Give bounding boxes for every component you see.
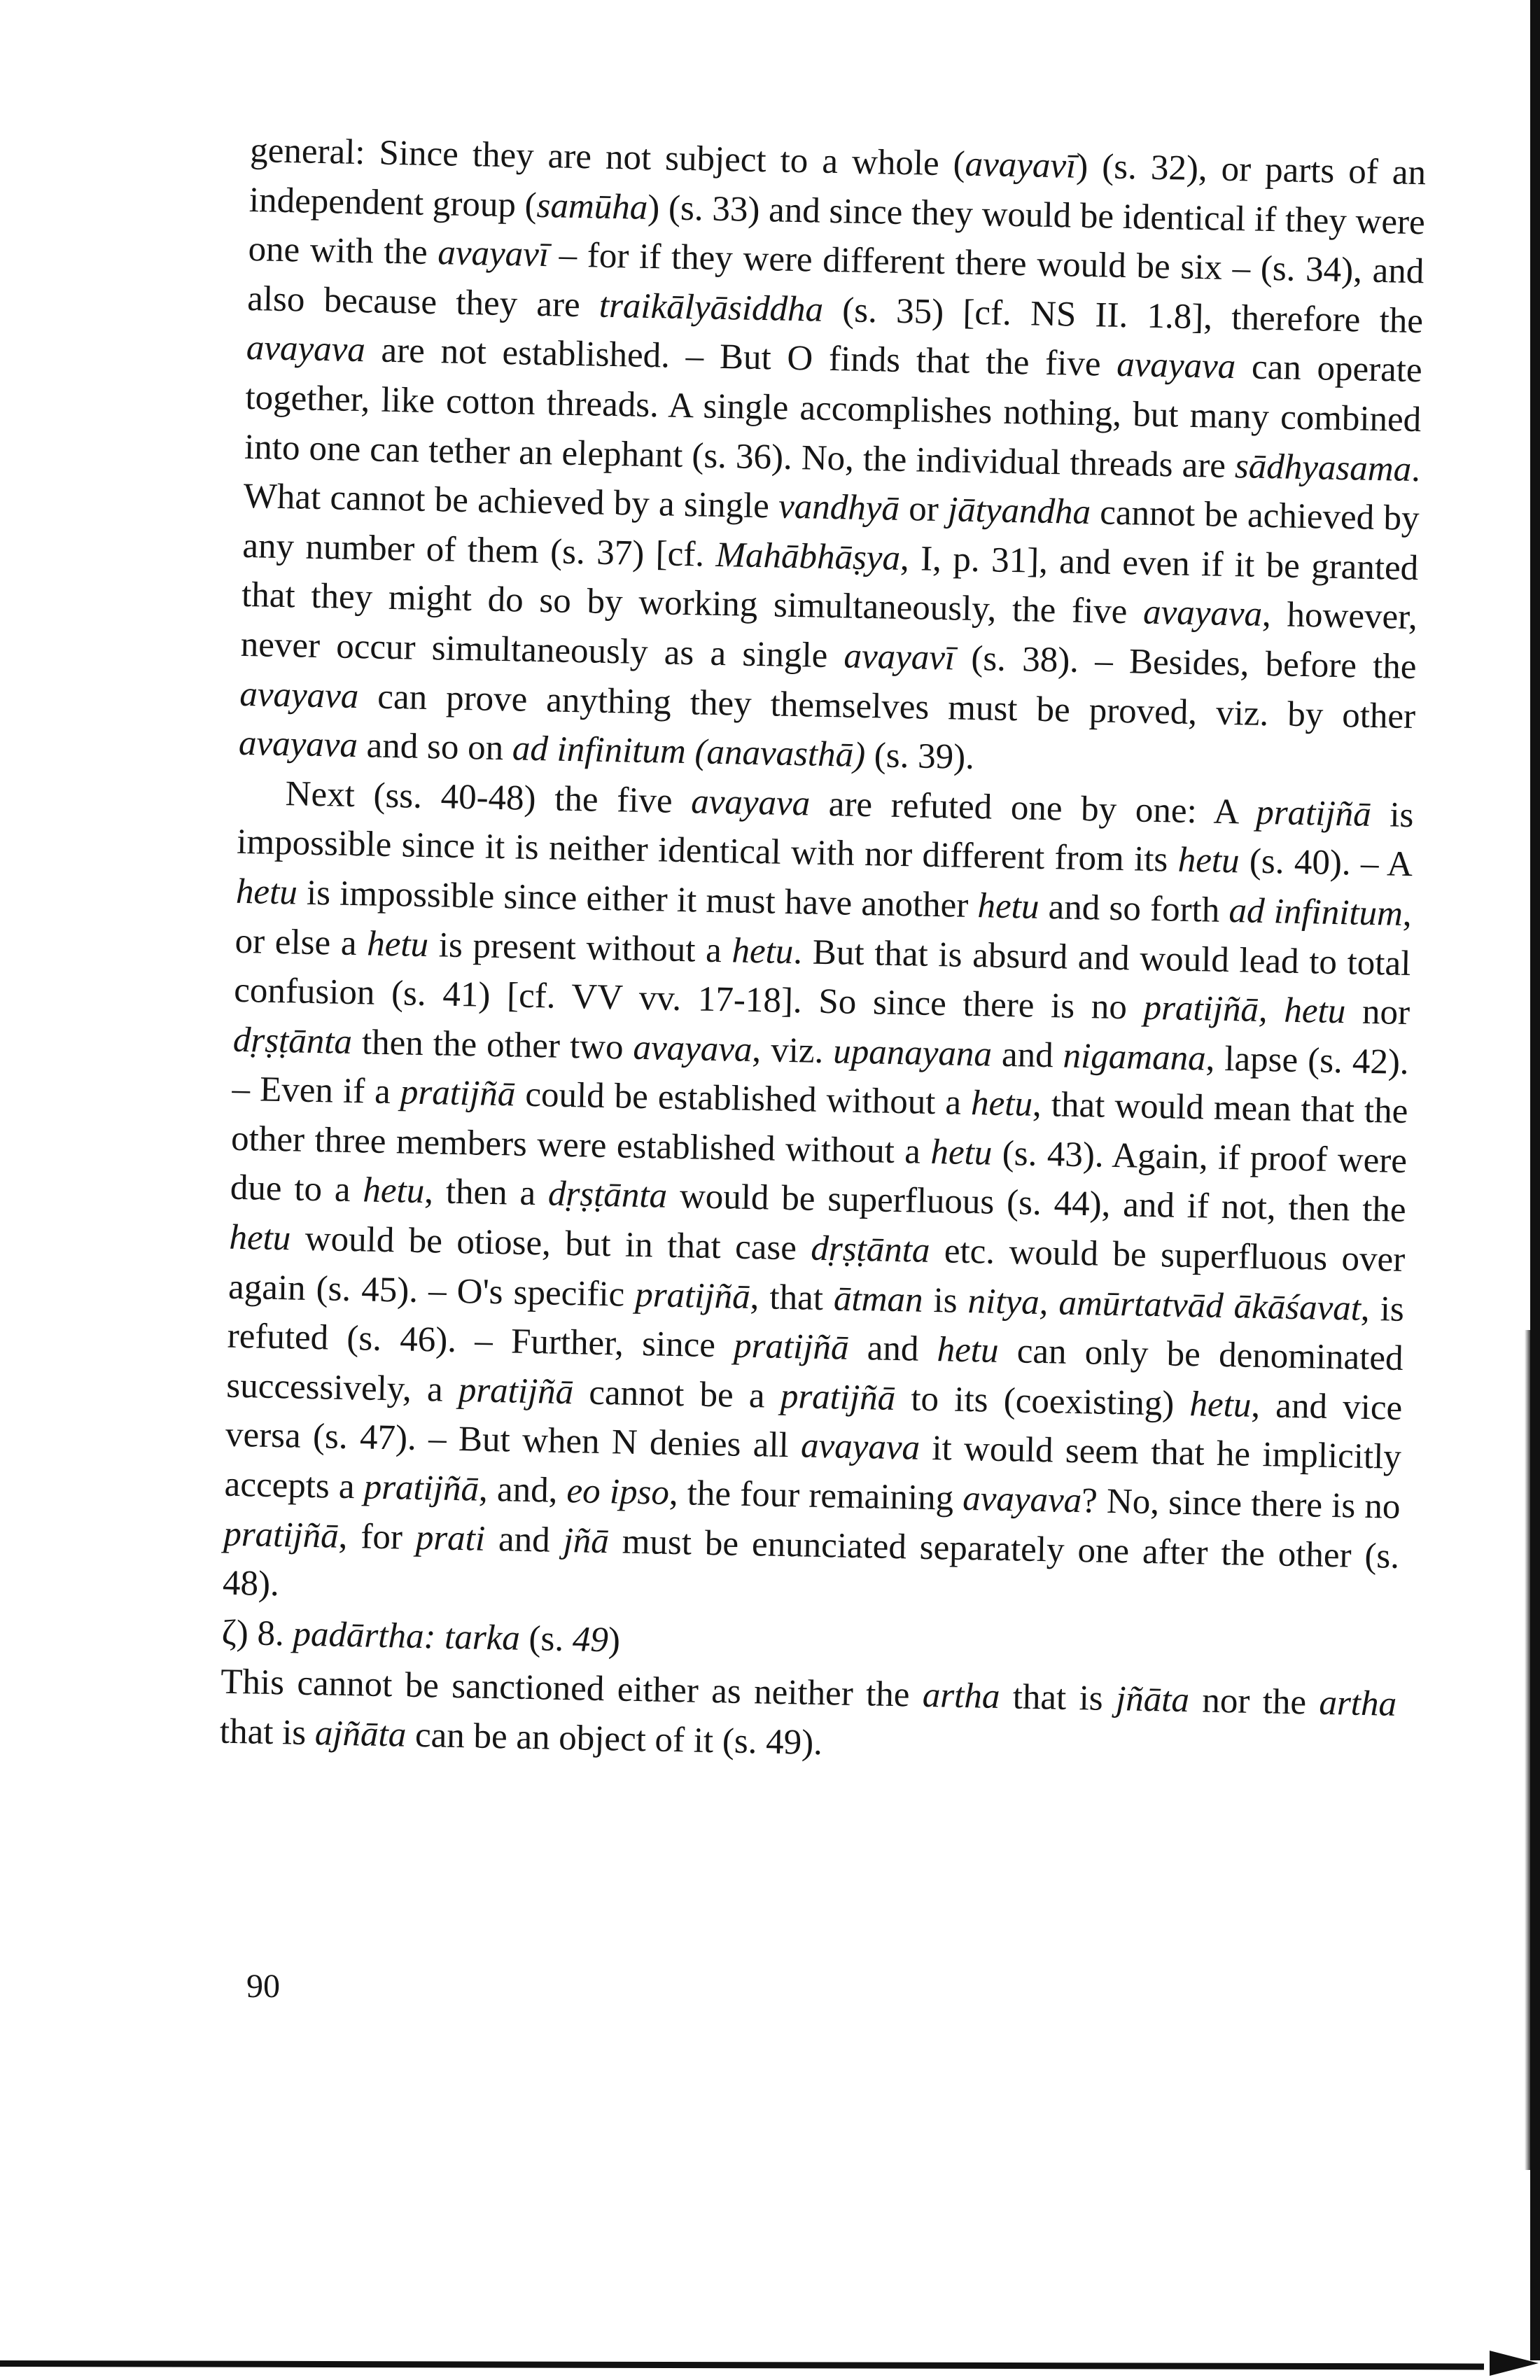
- text-run: , viz.: [751, 1030, 834, 1071]
- text-run: can be an object of it (s. 49).: [405, 1715, 823, 1763]
- text-run: it would seem that he implicitly accepts a: [224, 1429, 1402, 1507]
- text-run: and: [991, 1035, 1064, 1076]
- term: avayavī: [844, 636, 955, 678]
- text-run: , and,: [478, 1469, 568, 1511]
- text-run: and so forth: [1038, 887, 1230, 930]
- term: avayava: [246, 328, 366, 370]
- scan-edge: [1530, 0, 1540, 2380]
- term: ad infinitum (anavasthā): [512, 729, 866, 776]
- scan-shadow: [1525, 1330, 1530, 2170]
- term: hetu: [937, 1330, 1000, 1371]
- text-run: is impossible since it is neither identical with nor different from its: [236, 794, 1414, 880]
- text-run: , is refuted (s. 46). – Further, since: [227, 1289, 1405, 1366]
- text-run: and: [848, 1328, 938, 1370]
- text-run: would be otiose, but in that case: [290, 1219, 811, 1268]
- text-run: (s.: [519, 1618, 573, 1660]
- text-run: are refuted one by one: A: [809, 784, 1256, 832]
- term: avayavī: [965, 144, 1077, 186]
- term: vandhyā: [778, 486, 900, 529]
- term: avayava: [962, 1478, 1082, 1521]
- text-run: , and vice versa (s. 47). – But when N denies all: [225, 1385, 1403, 1466]
- text-run: that is: [219, 1712, 316, 1754]
- text-run: or: [899, 489, 948, 530]
- term: avayava: [239, 674, 359, 716]
- text-run: can operate together, like cotton threads. A single accomplishes nothing, but many combined into one can tether an elephant (s. 36). No, the individual threads are: [244, 347, 1423, 486]
- text-run: . What cannot be achieved by a single: [243, 449, 1421, 526]
- term: nigamana: [1063, 1036, 1207, 1079]
- term: Mahābhāṣya: [715, 535, 901, 578]
- term: avayava: [238, 723, 358, 766]
- text-run: ? No, since there is no: [1081, 1481, 1401, 1527]
- text-run: is impossible since either it must have another: [297, 873, 979, 926]
- term: hetu: [1177, 840, 1240, 881]
- term: avayava: [1116, 345, 1236, 387]
- scan-corner-mark: [1490, 2351, 1539, 2376]
- term: hetu: [235, 872, 298, 913]
- text-run: can prove anything they themselves must be proved, viz. by other: [358, 676, 1416, 736]
- text-run: nor: [1345, 992, 1410, 1033]
- text-run: , however, never occur simultaneously as a single: [240, 595, 1418, 676]
- term: eo ipso: [566, 1471, 670, 1513]
- text-run: ) (s. 32), or parts of an independent group (: [248, 146, 1427, 225]
- term: pratijñā, hetu: [1143, 988, 1346, 1032]
- term: pratijñā: [634, 1275, 751, 1317]
- term: artha: [1318, 1684, 1397, 1725]
- text-run: general: Since they are not subject to a whole (: [249, 130, 966, 184]
- text-run: that is: [999, 1677, 1116, 1719]
- text-run: nor the: [1189, 1681, 1320, 1723]
- term: pratijñā: [1255, 792, 1372, 834]
- text-run: is: [922, 1280, 969, 1321]
- text-run: could be established without a: [514, 1074, 972, 1124]
- term: nitya, amūrtatvād ākāśavat: [967, 1281, 1362, 1329]
- text-run: , that: [750, 1277, 834, 1318]
- term: dṛṣṭānta: [232, 1020, 353, 1062]
- term: pratijñā: [223, 1514, 340, 1556]
- text-run: , for: [338, 1516, 416, 1558]
- term: dṛṣṭānta: [810, 1228, 930, 1270]
- text-run: cannot be achieved by any number of them (s. 37) [cf.: [241, 493, 1420, 575]
- text-run: must be enunciated separately one after the other (s. 48).: [222, 1521, 1400, 1604]
- text-run: , the four remaining: [668, 1473, 963, 1518]
- term: hetu: [930, 1132, 993, 1173]
- text-run: – for if they were different there would be six – (s. 34), and also because they are: [246, 235, 1424, 326]
- term: hetu: [366, 923, 429, 965]
- term: ajñāta: [314, 1714, 407, 1755]
- paragraph-2: [222, 769, 1414, 1631]
- term: hetu: [1189, 1384, 1252, 1425]
- text-run: (s. 40). – A: [1239, 841, 1413, 885]
- term: dṛṣṭānta: [547, 1174, 668, 1217]
- term: pratijñā: [780, 1376, 896, 1418]
- text-run: etc. would be superfluous over again (s. 45). – O's specific: [227, 1231, 1406, 1315]
- term: pratijñā: [363, 1467, 479, 1509]
- text-run: are not established. – But O finds that the five: [365, 330, 1117, 385]
- text-run: cannot be a: [573, 1373, 781, 1416]
- text-run: (s. 38). – Besides, before the: [954, 638, 1418, 687]
- term: avayava: [1142, 592, 1263, 635]
- term: traikālyāsiddha: [598, 286, 824, 330]
- body-text: [219, 126, 1426, 1779]
- term: sādhyasama: [1234, 446, 1412, 489]
- section-symbol: ζ): [221, 1613, 249, 1653]
- term: samūha: [536, 186, 648, 227]
- text-run: and: [484, 1519, 564, 1560]
- text-run: Next (ss. 40-48) the five: [285, 774, 692, 821]
- term: jātyandha: [947, 490, 1091, 533]
- term: jñāta: [1115, 1679, 1190, 1721]
- text-run: (s. 35) [cf. NS II. 1.8], therefore the: [822, 290, 1424, 341]
- text-run: is present without a: [428, 925, 733, 970]
- term: pratijñā: [733, 1326, 850, 1368]
- term: prati: [415, 1518, 486, 1559]
- text-run: can only be denominated successively, a: [225, 1331, 1404, 1410]
- term: avayava: [690, 781, 811, 824]
- term: avayavī: [437, 233, 550, 275]
- term: jñā: [563, 1520, 610, 1561]
- text-run: to its (coexisting): [895, 1378, 1191, 1424]
- text-run: This cannot be sanctioned either as neither the: [220, 1662, 923, 1716]
- term: avayava: [800, 1426, 920, 1469]
- text-run: , or else a: [234, 894, 1413, 963]
- term: pratijñā: [458, 1370, 574, 1413]
- text-run: (s. 39).: [864, 736, 975, 778]
- text-run: ): [608, 1620, 621, 1660]
- term: ātman: [833, 1278, 924, 1320]
- term: 49: [572, 1620, 609, 1660]
- term: hetu: [228, 1217, 291, 1259]
- term: padārtha: tarka: [292, 1614, 521, 1658]
- paragraph-1: [238, 126, 1426, 791]
- term: hetu: [362, 1170, 425, 1212]
- text-run: , lapse (s. 42). – Even if a: [232, 1039, 1410, 1112]
- term: pratijñā: [400, 1072, 516, 1114]
- term: upanayana: [832, 1031, 993, 1074]
- term: hetu: [977, 886, 1040, 927]
- text-run: (s. 43). Again, if proof were due to a: [230, 1133, 1408, 1210]
- term: hetu: [732, 930, 794, 972]
- text-run: , then a: [424, 1172, 549, 1214]
- text-run: . But that is absurd and would lead to total confusion (s. 41) [cf. VV vv. 17-18]. So since there is no: [233, 932, 1411, 1028]
- term: avayava: [633, 1028, 752, 1070]
- text-run: and so on: [357, 726, 513, 769]
- page-number: 90: [246, 1968, 280, 2005]
- term: artha: [922, 1676, 1000, 1717]
- text-run: ) (s. 33) and since they would be identical if they were one with the: [248, 188, 1426, 273]
- text-run: then the other two: [351, 1022, 634, 1068]
- text-run: , I, p. 31], and even if it be granted that they might do so by working simultaneously, the five: [241, 538, 1419, 632]
- text-run: would be superfluous (s. 44), and if not, then the: [666, 1177, 1407, 1231]
- term: ad infinitum: [1228, 890, 1404, 934]
- text-run: , that would mean that the other three members were established without a: [230, 1084, 1408, 1172]
- text-run: 8.: [248, 1614, 294, 1654]
- term: hetu: [970, 1084, 1033, 1124]
